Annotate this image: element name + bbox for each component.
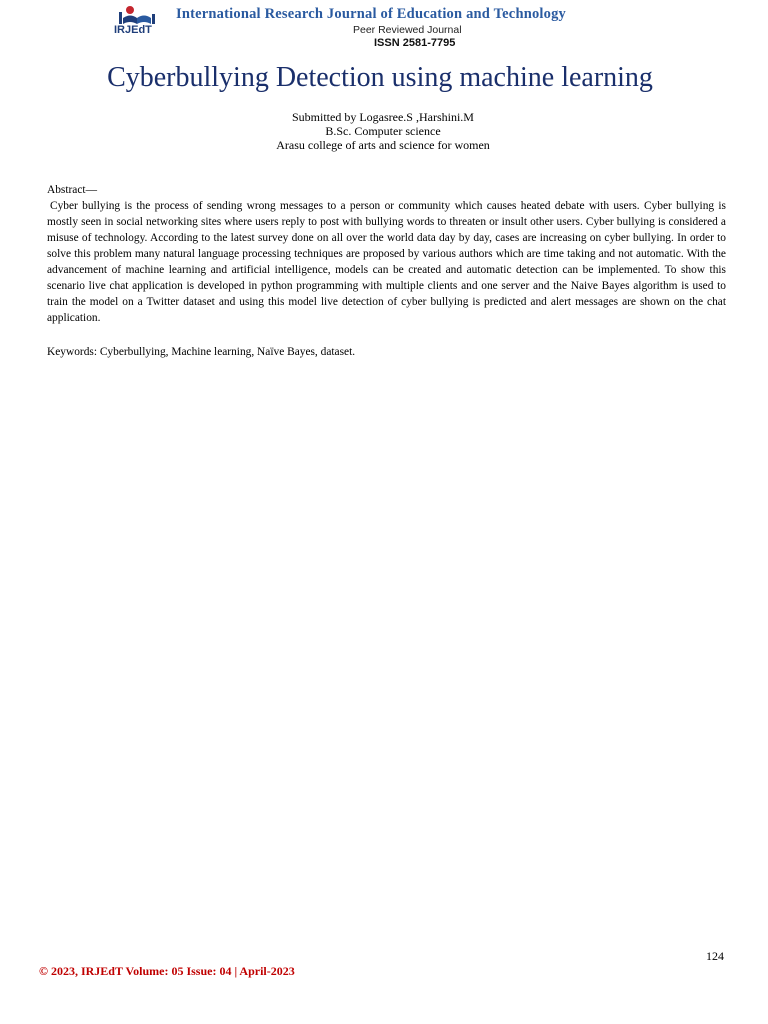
journal-header (0, 0, 768, 56)
peer-reviewed-label: Peer Reviewed Journal (353, 24, 462, 36)
abstract-body: Cyber bullying is the process of sending wrong messages to a person or community which causes heated debate with users. Cyber bullying is mostly seen in social networking sites where users reply to post with bullying words to threaten or insult other users. Cyber bullying is considered a misuse of technology. According to the latest survey done on all over the world data day by day, cases are increasing on cyber bullying. In order to solve this problem many natural language processing techniques are proposed by various authors which are time taking and not automatic. With the advancement of machine learning and artificial intelligence, models can be created and automatic detection can be implemented. To show this scenario live chat application is developed in python programming with multiple clients and one server and the Naive Bayes algorithm is used to train the model on a Twitter dataset and using this model live detection of cyber bullying is predicted and alert messages are shown on the chat application. (47, 200, 726, 324)
abstract (47, 182, 726, 326)
paper-title: Cyberbullying Detection using machine learning (107, 62, 653, 93)
department: B.Sc. Computer science (325, 124, 441, 138)
copyright-footer: © 2023, IRJEdT Volume: 05 Issue: 04 | April-2023 (39, 964, 295, 978)
journal-name: International Research Journal of Education and Technology (176, 6, 566, 22)
institution: Arasu college of arts and science for women (276, 138, 490, 152)
keywords: Keywords: Cyberbullying, Machine learning, Naïve Bayes, dataset. (47, 346, 356, 358)
page-number: 124 (706, 949, 724, 963)
logo-text: IRJEdT (114, 24, 152, 36)
issn: ISSN 2581-7795 (374, 37, 456, 49)
abstract-heading: Abstract— (47, 184, 97, 196)
author-block (0, 110, 766, 152)
authors-line: Submitted by Logasree.S ,Harshini.M (292, 110, 474, 124)
